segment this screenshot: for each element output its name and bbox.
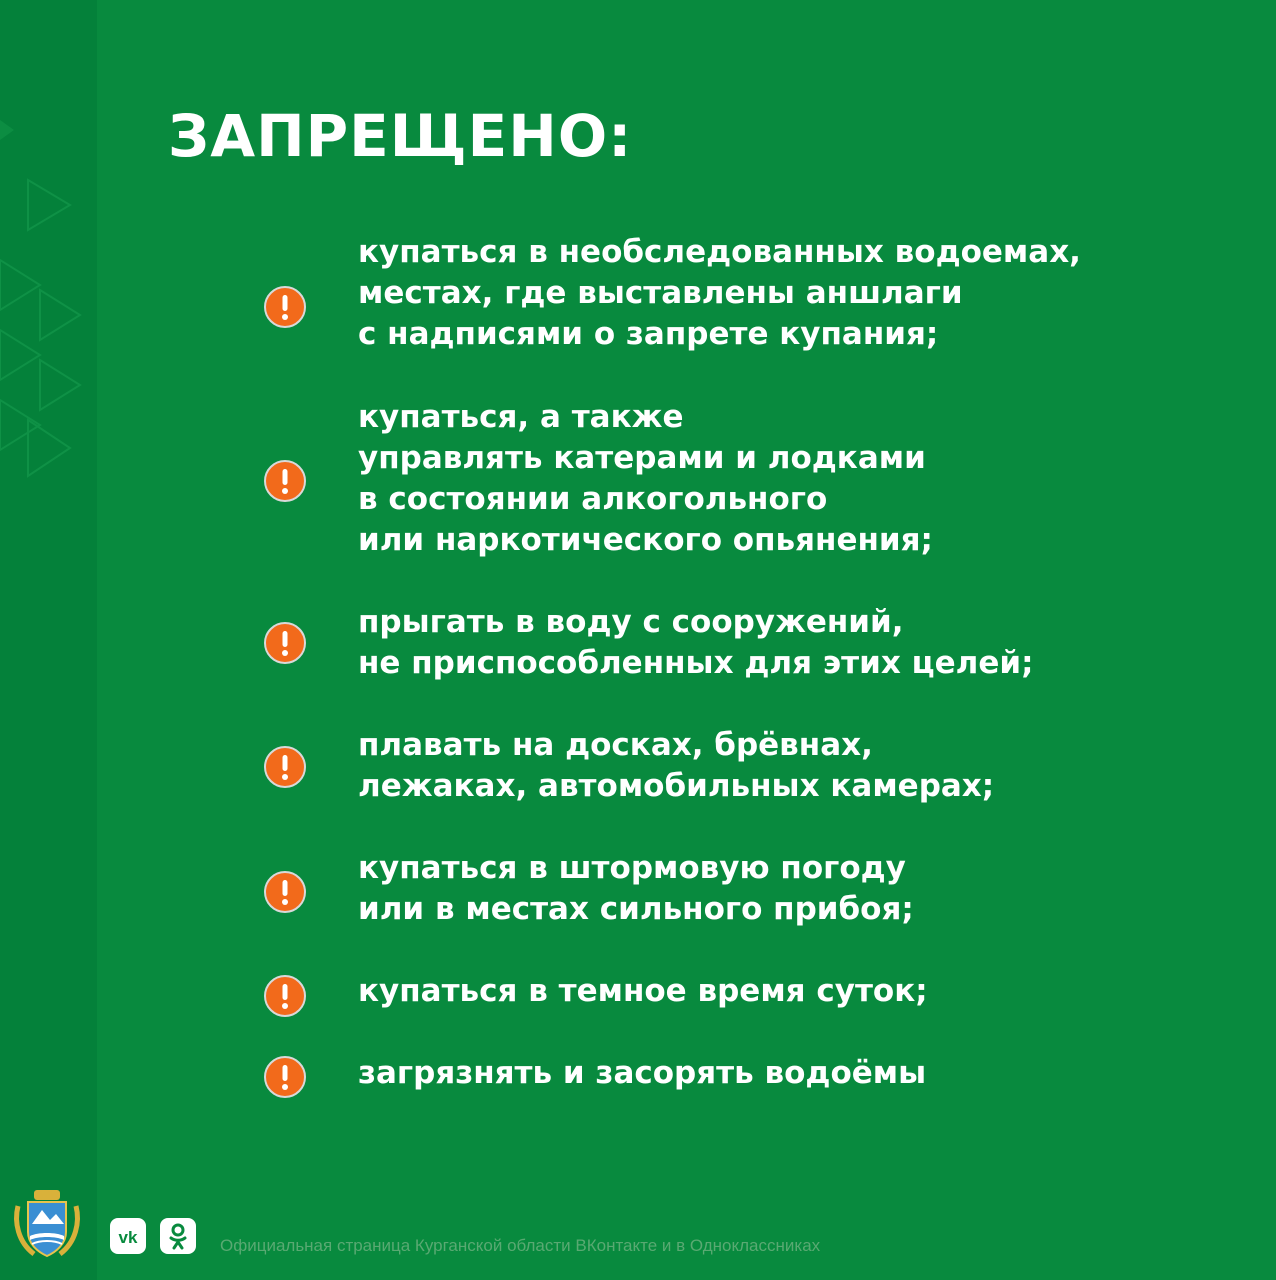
exclamation-circle-icon: [264, 460, 306, 502]
item-text: загрязнять и засорять водоёмы: [358, 1055, 927, 1091]
footer-caption: Официальная страница Курганской области ВКонтакте и в Одноклассниках: [220, 1236, 821, 1255]
vk-link[interactable]: [110, 1218, 146, 1254]
exclamation-circle-icon: [264, 622, 306, 664]
exclamation-circle-icon: [264, 286, 306, 328]
item-text: купаться, а также управлять катерами и лодками в состоянии алкогольного или наркотического опьянения;: [358, 399, 933, 558]
exclamation-circle-icon: [264, 746, 306, 788]
odnoklassniki-link[interactable]: [160, 1218, 196, 1254]
exclamation-circle-icon: [264, 975, 306, 1017]
item-text: плавать на досках, брёвнах, лежаках, автомобильных камерах;: [358, 727, 995, 804]
exclamation-circle-icon: [264, 871, 306, 913]
item-text: купаться в темное время суток;: [358, 973, 928, 1009]
item-text: прыгать в воду с сооружений, не приспособленных для этих целей;: [358, 604, 1034, 681]
vk-icon: [110, 1218, 146, 1254]
page-title: ЗАПРЕЩЕНО:: [168, 102, 633, 170]
exclamation-circle-icon: [264, 1056, 306, 1098]
emblem-icon: [12, 1186, 82, 1260]
svg-text:vk: vk: [118, 1228, 138, 1247]
item-text: купаться в необследованных водоемах, местах, где выставлены аншлаги с надписями о запрете купания;: [358, 234, 1081, 352]
odnoklassniki-icon: [160, 1218, 196, 1254]
item-text: купаться в штормовую погоду или в местах сильного прибоя;: [358, 850, 914, 927]
